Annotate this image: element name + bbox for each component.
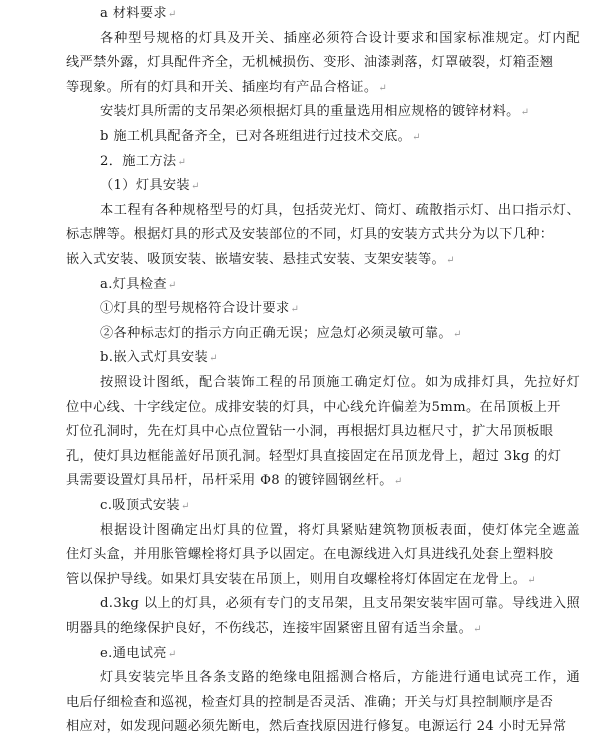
line-text: 2．施工方法 <box>100 154 177 169</box>
paragraph-mark-icon: ↵ <box>527 575 537 586</box>
line-text: 等现象。所有的灯具和开关、插座均有产品合格证。 <box>66 80 378 95</box>
paragraph-mark-icon: ↵ <box>209 353 218 364</box>
line-text: 住灯头盒，并用胀管螺栓将灯具予以固定。在电源线进入灯具进线孔处套上塑料胶 <box>66 547 554 562</box>
text-line <box>100 100 580 126</box>
line-text: 嵌入式安装、吸顶安装、嵌墙安装、悬挂式安装、支架安装等。 <box>66 252 446 267</box>
line-text: 各种型号规格的灯具及开关、插座必须符合设计要求和国家标准规定。灯内配 <box>100 31 580 46</box>
line-text: ①灯具的型号规格符合设计要求 <box>100 301 290 316</box>
paragraph-mark-icon: ↵ <box>167 9 177 20</box>
text-line <box>100 125 580 151</box>
paragraph-mark-icon: ↵ <box>177 157 187 168</box>
line-text: 本工程有各种规格型号的灯具，包括荧光灯、筒灯、疏散指示灯、出口指示灯、 <box>100 203 580 218</box>
paragraph-mark-icon: ↵ <box>412 132 421 143</box>
line-text: 电后仔细检查和巡视，检查灯具的控制是否灵活、准确；开关与灯具控制顺序是否 <box>66 695 554 710</box>
line-text: ②各种标志灯的指示方向正确无误；应急灯必须灵敏可靠。 <box>100 326 452 341</box>
paragraph-mark-icon: ↵ <box>180 501 190 512</box>
text-line <box>66 51 554 76</box>
paragraph-mark-icon: ↵ <box>167 649 177 660</box>
paragraph-mark-icon: ↵ <box>393 476 403 487</box>
text-line <box>100 273 580 299</box>
text-line <box>66 223 554 248</box>
paragraph-mark-icon: ↵ <box>452 329 462 340</box>
text-line <box>100 174 580 200</box>
paragraph-mark-icon: ↵ <box>520 107 530 118</box>
text-line <box>100 519 580 544</box>
paragraph-mark-icon: ↵ <box>446 255 455 266</box>
line-text: 位中心线、十字线定位。成排安装的灯具，中心线允许偏差为5mm。在吊顶板上开 <box>66 400 561 415</box>
paragraph-mark-icon: ↵ <box>190 181 200 192</box>
line-text: 标志牌等。根据灯具的形式及安装部位的不同，灯具的安装方式共分为以下几种： <box>66 227 554 242</box>
text-line <box>100 494 580 520</box>
text-line <box>66 76 546 102</box>
text-line <box>66 617 546 643</box>
paragraph-mark-icon: ↵ <box>167 280 177 291</box>
text-line <box>66 248 546 274</box>
line-text: 孔，使灯具边框能盖好吊顶孔洞。轻型灯具直接固定在吊顶龙骨上，超过 3kg 的灯 <box>66 449 562 464</box>
line-text: 灯具安装完毕且各条支路的绝缘电阻摇测合格后，方能进行通电试亮工作，通 <box>100 670 580 685</box>
text-line <box>100 346 580 372</box>
text-line <box>100 642 580 668</box>
text-line <box>66 396 561 421</box>
text-line <box>66 420 554 445</box>
line-text: 具需要设置灯具吊杆，吊杆采用 Φ8 的镀锌圆钢丝杆。 <box>66 473 393 488</box>
line-text: b.嵌入式灯具安装 <box>100 350 209 365</box>
text-line <box>66 543 554 568</box>
text-line <box>66 691 554 716</box>
paragraph-mark-icon: ↵ <box>473 624 482 635</box>
line-text: （1）灯具安装 <box>100 178 190 193</box>
line-text: d.3kg 以上的灯具，必须有专门的支吊架，且支吊架安装牢固可靠。导线进入照 <box>100 596 580 611</box>
line-text: 明器具的绝缘保护良好，不伤线芯，连接牢固紧密且留有适当余量。 <box>66 621 473 636</box>
line-text: c.吸顶式安装 <box>100 498 180 513</box>
text-line <box>66 568 546 594</box>
paragraph-mark-icon: ↵ <box>290 304 300 315</box>
line-text: 相应对，如发现问题必须先断电，然后查找原因进行修复。电源运行 24 小时无异常 <box>66 719 567 734</box>
line-text: 管以保护导线。如果灯具安装在吊顶上，则用自攻螺栓将灯体固定在龙骨上。 <box>66 572 527 587</box>
text-line <box>100 371 580 396</box>
line-text: a 材料要求 <box>100 6 167 21</box>
text-line <box>66 445 562 470</box>
text-line <box>100 592 580 617</box>
line-text: b 施工机具配备齐全，已对各班组进行过技术交底。 <box>100 129 412 144</box>
text-line <box>66 469 546 495</box>
paragraph-mark-icon: ↵ <box>378 83 388 94</box>
line-text: 灯位孔洞时，先在灯具中心点位置钻一小洞，再根据灯具边框尺寸，扩大吊顶板眼 <box>66 424 554 439</box>
text-line <box>100 2 580 28</box>
text-line <box>100 666 580 691</box>
text-line <box>100 150 580 176</box>
line-text: 线严禁外露，灯具配件齐全，无机械损伤、变形、油漆剥落，灯罩破裂，灯箱歪翘 <box>66 55 554 70</box>
text-line <box>100 199 580 224</box>
text-line <box>66 715 567 740</box>
line-text: 根据设计图确定出灯具的位置，将灯具紧贴建筑物顶板表面，使灯体完全遮盖 <box>100 523 580 538</box>
text-line <box>100 322 580 348</box>
line-text: 安装灯具所需的支吊架必须根据灯具的重量选用相应规格的镀锌材料。 <box>100 104 520 119</box>
text-line <box>100 27 580 52</box>
text-line <box>100 297 580 323</box>
line-text: a.灯具检查 <box>100 277 167 292</box>
line-text: e.通电试亮 <box>100 646 167 661</box>
line-text: 按照设计图纸，配合装饰工程的吊顶施工确定灯位。如为成排灯具，先拉好灯 <box>100 375 580 390</box>
